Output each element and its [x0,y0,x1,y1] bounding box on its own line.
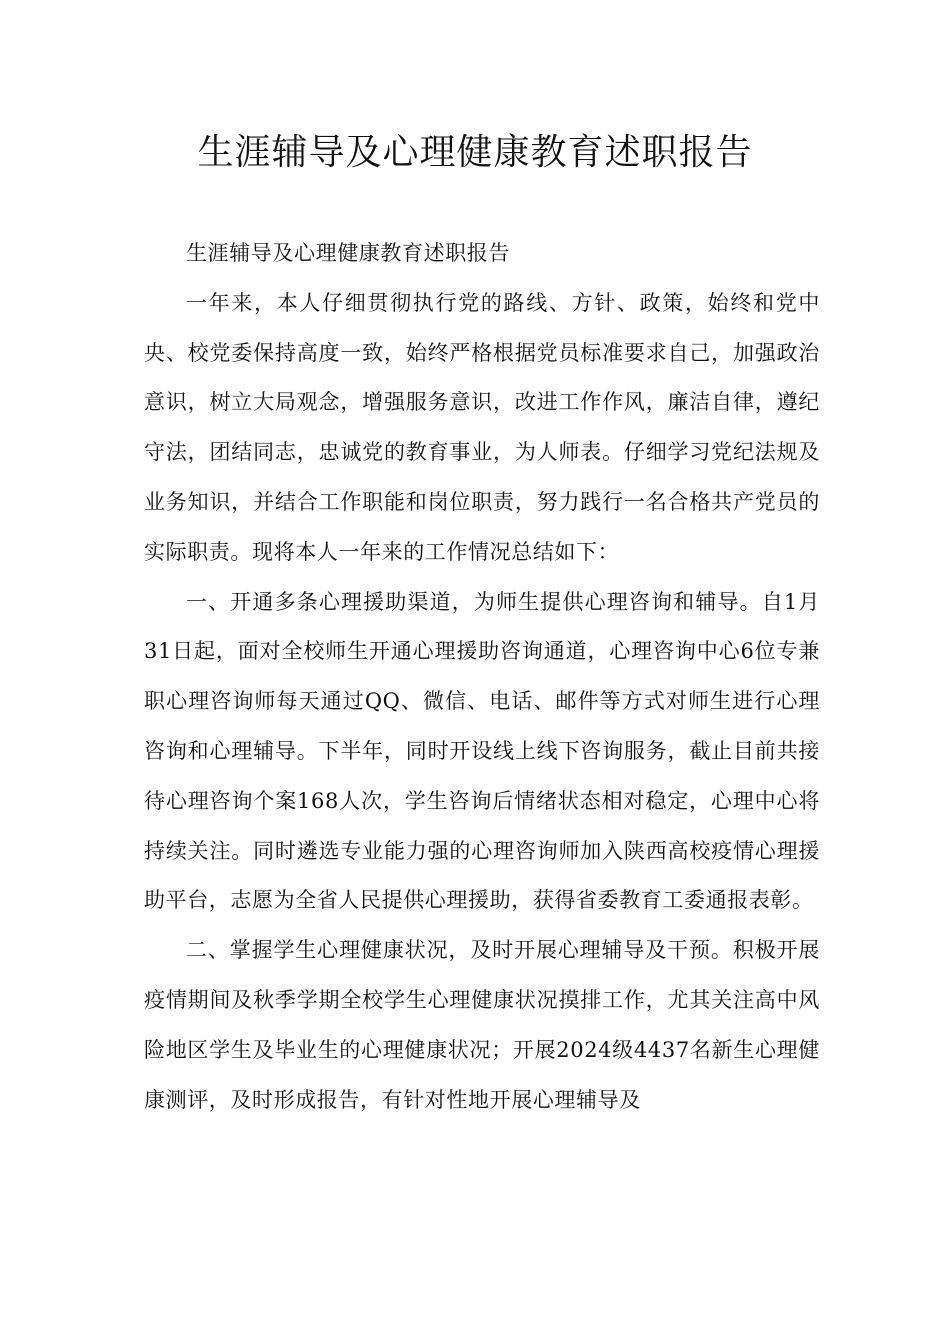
paragraph-section-2: 二、掌握学生心理健康状况，及时开展心理辅导及干预。积极开展疫情期间及秋季学期全校学生心理健康状况摸排工作，尤其关注高中风险地区学生及毕业生的心理健康状况；开展2024级4437名新生心理健康测评，及时形成报告，有针对性地开展心理辅导及 [144,938,820,1112]
paragraph-subtitle: 生涯辅导及心理健康教育述职报告 [186,241,510,265]
paragraph-section-1: 一、开通多条心理援助渠道，为师生提供心理咨询和辅导。自1月31日起，面对全校师生开通心理援助咨询通道，心理咨询中心6位专兼职心理咨询师每天通过QQ、微信、电话、邮件等方式对师生进行心理咨询和心理辅导。下半年，同时开设线上线下咨询服务，截止目前共接待心理咨询个案168人次，学生咨询后情绪状态相对稳定，心理中心将持续关注。同时遴选专业能力强的心理咨询师加入陕西高校疫情心理援助平台，志愿为全省人民提供心理援助，获得省委教育工委通报表彰。 [144,589,820,913]
document-title: 生涯辅导及心理健康教育述职报告 [197,132,753,173]
paragraph-intro: 一年来，本人仔细贯彻执行党的路线、方针、政策，始终和党中央、校党委保持高度一致，始终严格根据党员标准要求自己，加强政治意识，树立大局观念，增强服务意识，改进工作作风，廉洁自律，遵纪守法，团结同志，忠诚党的教育事业，为人师表。仔细学习党纪法规及业务知识，并结合工作职能和岗位职责，努力践行一名合格共产党员的实际职责。现将本人一年来的工作情况总结如下： [144,290,820,564]
document-body [144,229,820,1125]
